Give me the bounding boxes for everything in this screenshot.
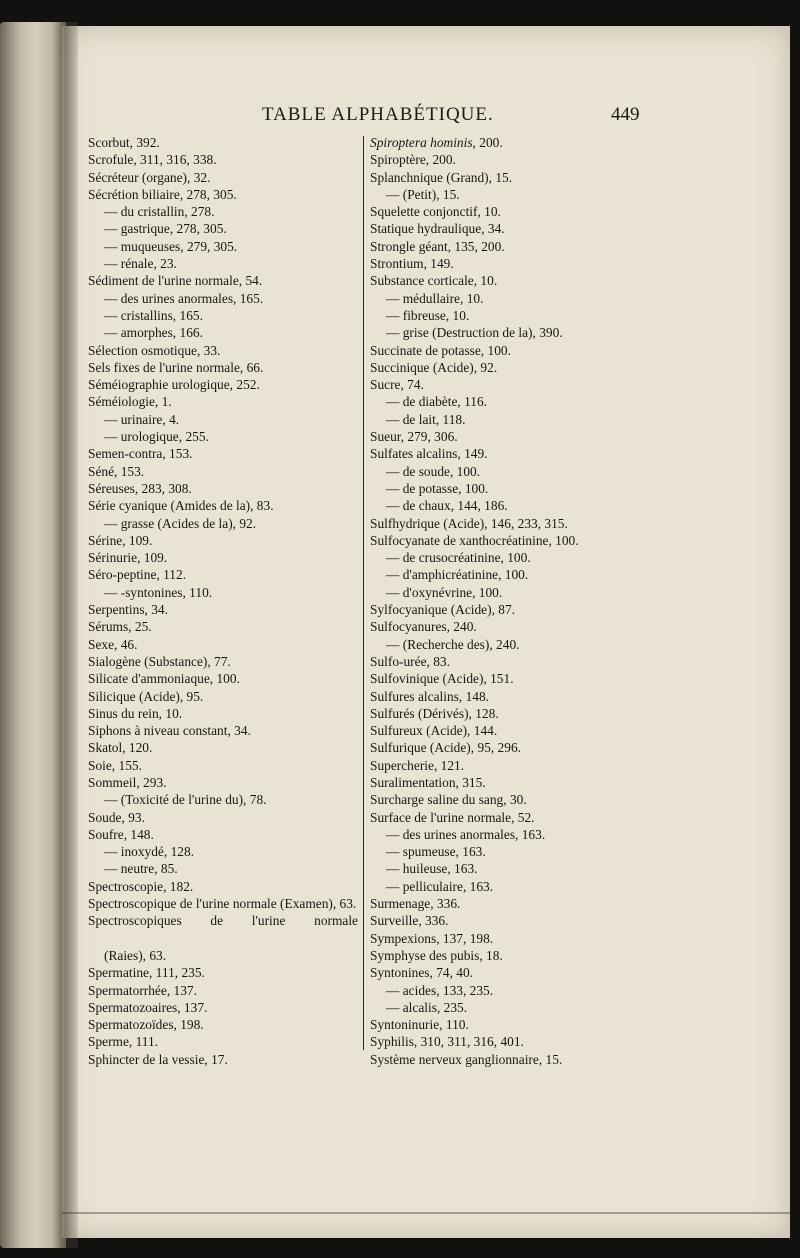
index-entry: — alcalis, 235.: [386, 999, 468, 1015]
index-entry: — urinaire, 4.: [104, 411, 180, 427]
index-entry: — acides, 133, 235.: [386, 982, 494, 998]
index-entry: Sperme, 111.: [88, 1034, 159, 1050]
index-entry: Sécréteur (organe), 32.: [88, 169, 211, 185]
index-entry: Sélection osmotique, 33.: [88, 342, 221, 358]
index-entry: — fibreuse, 10.: [386, 307, 470, 323]
index-entry: — (Toxicité de l'urine du), 78.: [104, 792, 267, 808]
index-entry: — gastrique, 278, 305.: [104, 221, 227, 237]
book-gutter: [52, 22, 78, 1248]
index-entry: — urologique, 255.: [104, 429, 209, 445]
index-entry: Succinique (Acide), 92.: [370, 359, 498, 375]
index-entry-pages: , 200.: [472, 135, 503, 150]
index-entry: Surveille, 336.: [370, 913, 449, 929]
index-entry: — des urines anormales, 163.: [386, 826, 546, 842]
index-entry: — grasse (Acides de la), 92.: [104, 515, 257, 531]
index-entry: Strongle géant, 135, 200.: [370, 238, 505, 254]
index-entry: Spermatine, 111, 235.: [88, 965, 205, 981]
index-entry: Spiroptère, 200.: [370, 152, 456, 168]
index-entry: Sinus du rein, 10.: [88, 705, 183, 721]
index-entry: Sulfates alcalins, 149.: [370, 446, 488, 462]
column-divider: [363, 136, 364, 1050]
index-entry: Sécrétion biliaire, 278, 305.: [88, 186, 237, 202]
index-entry: Scorbut, 392.: [88, 135, 160, 150]
index-entry: Soude, 93.: [88, 809, 145, 825]
index-entry: Surface de l'urine normale, 52.: [370, 809, 535, 825]
index-entry: Surmenage, 336.: [370, 896, 461, 912]
index-entry: Spermatozoïdes, 198.: [88, 1017, 204, 1033]
index-entry: — des urines anormales, 165.: [104, 290, 264, 306]
index-entry: Sédiment de l'urine normale, 54.: [88, 273, 263, 289]
index-entry: — de lait, 118.: [386, 411, 466, 427]
index-entry: Sympexions, 137, 198.: [370, 930, 494, 946]
index-entry: — d'amphicréatinine, 100.: [386, 567, 529, 583]
page-bottom-edge: [62, 1212, 790, 1214]
index-entry: Surcharge saline du sang, 30.: [370, 792, 527, 808]
index-entry: — de potasse, 100.: [386, 480, 489, 496]
index-entry: Sulfureux (Acide), 144.: [370, 723, 498, 739]
index-entry: Sulfurés (Dérivés), 128.: [370, 705, 499, 721]
index-entry: — médullaire, 10.: [386, 290, 484, 306]
index-entry: Sérinurie, 109.: [88, 550, 168, 566]
index-entry: — cristallins, 165.: [104, 307, 203, 323]
index-entry: Sulfovinique (Acide), 151.: [370, 671, 514, 687]
index-entry: Siphons à niveau constant, 34.: [88, 723, 251, 739]
index-entry: — rénale, 23.: [104, 256, 177, 272]
index-entry: — huileuse, 163.: [386, 861, 478, 877]
index-entry: Séro-peptine, 112.: [88, 567, 187, 583]
index-entry: Sulfocyanate de xanthocréatinine, 100.: [370, 532, 579, 548]
index-column-left: [88, 134, 358, 1068]
index-entry: — neutre, 85.: [104, 861, 178, 877]
index-entry: Sylfocyanique (Acide), 87.: [370, 602, 516, 618]
index-entry: Syphilis, 310, 311, 316, 401.: [370, 1034, 524, 1050]
index-entry: Séné, 153.: [88, 463, 145, 479]
index-column-right: [370, 134, 632, 1068]
index-entry: — (Recherche des), 240.: [386, 636, 520, 652]
index-entry: — spumeuse, 163.: [386, 844, 486, 860]
index-entry: Sucre, 74.: [370, 377, 424, 393]
index-entry: Sueur, 279, 306.: [370, 429, 458, 445]
index-entry: Séméiographie urologique, 252.: [88, 377, 260, 393]
index-entry: [370, 134, 632, 151]
index-entry: — pelliculaire, 163.: [386, 878, 494, 894]
index-entry: Statique hydraulique, 34.: [370, 221, 505, 237]
index-entry: — de chaux, 144, 186.: [386, 498, 508, 514]
index-entry: — -syntonines, 110.: [104, 584, 213, 600]
index-entry: — du cristallin, 278.: [104, 204, 215, 220]
index-entry: — de soude, 100.: [386, 463, 481, 479]
index-entry: Spermatorrhée, 137.: [88, 982, 197, 998]
index-entry: Syntoninurie, 110.: [370, 1017, 469, 1033]
index-entry: Sialogène (Substance), 77.: [88, 653, 231, 669]
index-entry: — d'oxynévrine, 100.: [386, 584, 503, 600]
running-header: [0, 100, 800, 130]
index-entry: — de crusocréatinine, 100.: [386, 550, 531, 566]
index-entry: Sulfo-urée, 83.: [370, 653, 450, 669]
index-entry: Strontium, 149.: [370, 256, 454, 272]
index-entry: Sulfurique (Acide), 95, 296.: [370, 740, 521, 756]
index-entry: Serpentins, 34.: [88, 602, 168, 618]
index-entry: Skatol, 120.: [88, 740, 153, 756]
index-entry: Sommeil, 293.: [88, 774, 167, 790]
index-entry: Sérums, 25.: [88, 619, 152, 635]
index-entry: — grise (Destruction de la), 390.: [386, 325, 563, 341]
index-entry: Sérine, 109.: [88, 532, 153, 548]
index-entry: (Raies), 63.: [104, 947, 167, 963]
index-entry: Spermatozoaires, 137.: [88, 999, 208, 1015]
index-entry: Silicique (Acide), 95.: [88, 688, 204, 704]
index-entry: Spectroscopiques de l'urine normale: [88, 913, 358, 929]
index-entry: Succinate de potasse, 100.: [370, 342, 511, 358]
index-entry: — (Petit), 15.: [386, 186, 460, 202]
index-entry: Spectroscopique de l'urine normale (Examen), 63.: [88, 896, 357, 912]
index-entry: Supercherie, 121.: [370, 757, 465, 773]
index-entry: Scrofule, 311, 316, 338.: [88, 152, 217, 168]
index-entry: Sphincter de la vessie, 17.: [88, 1051, 228, 1067]
index-entry: Sulfures alcalins, 148.: [370, 688, 490, 704]
index-entry: Syntonines, 74, 40.: [370, 965, 474, 981]
page-number: 449: [611, 104, 640, 125]
index-entry: Splanchnique (Grand), 15.: [370, 169, 513, 185]
index-entry: Silicate d'ammoniaque, 100.: [88, 671, 240, 687]
index-entry: Semen-contra, 153.: [88, 446, 193, 462]
running-title: TABLE ALPHABÉTIQUE.: [262, 104, 494, 125]
index-entry: Substance corticale, 10.: [370, 273, 498, 289]
index-entry: Séméiologie, 1.: [88, 394, 172, 410]
index-entry: Sulfhydrique (Acide), 146, 233, 315.: [370, 515, 568, 531]
index-entry: Série cyanique (Amides de la), 83.: [88, 498, 274, 514]
index-entry: — amorphes, 166.: [104, 325, 203, 341]
index-entry: Soie, 155.: [88, 757, 142, 773]
index-entry-italic-term: Spiroptera hominis: [370, 135, 473, 150]
index-entry: Sels fixes de l'urine normale, 66.: [88, 359, 264, 375]
index-entry: Spectroscopie, 182.: [88, 878, 194, 894]
index-entry: Sulfocyanures, 240.: [370, 619, 477, 635]
index-entry: Suralimentation, 315.: [370, 774, 486, 790]
index-entry: Squelette conjonctif, 10.: [370, 204, 501, 220]
index-entry: Symphyse des pubis, 18.: [370, 947, 503, 963]
index-entry: — de diabète, 116.: [386, 394, 488, 410]
index-entry: Séreuses, 283, 308.: [88, 480, 192, 496]
index-entry: — muqueuses, 279, 305.: [104, 238, 238, 254]
index-entry: Sexe, 46.: [88, 636, 138, 652]
index-entry: Système nerveux ganglionnaire, 15.: [370, 1051, 563, 1067]
index-entry: Soufre, 148.: [88, 826, 154, 842]
index-entry: — inoxydé, 128.: [104, 844, 195, 860]
